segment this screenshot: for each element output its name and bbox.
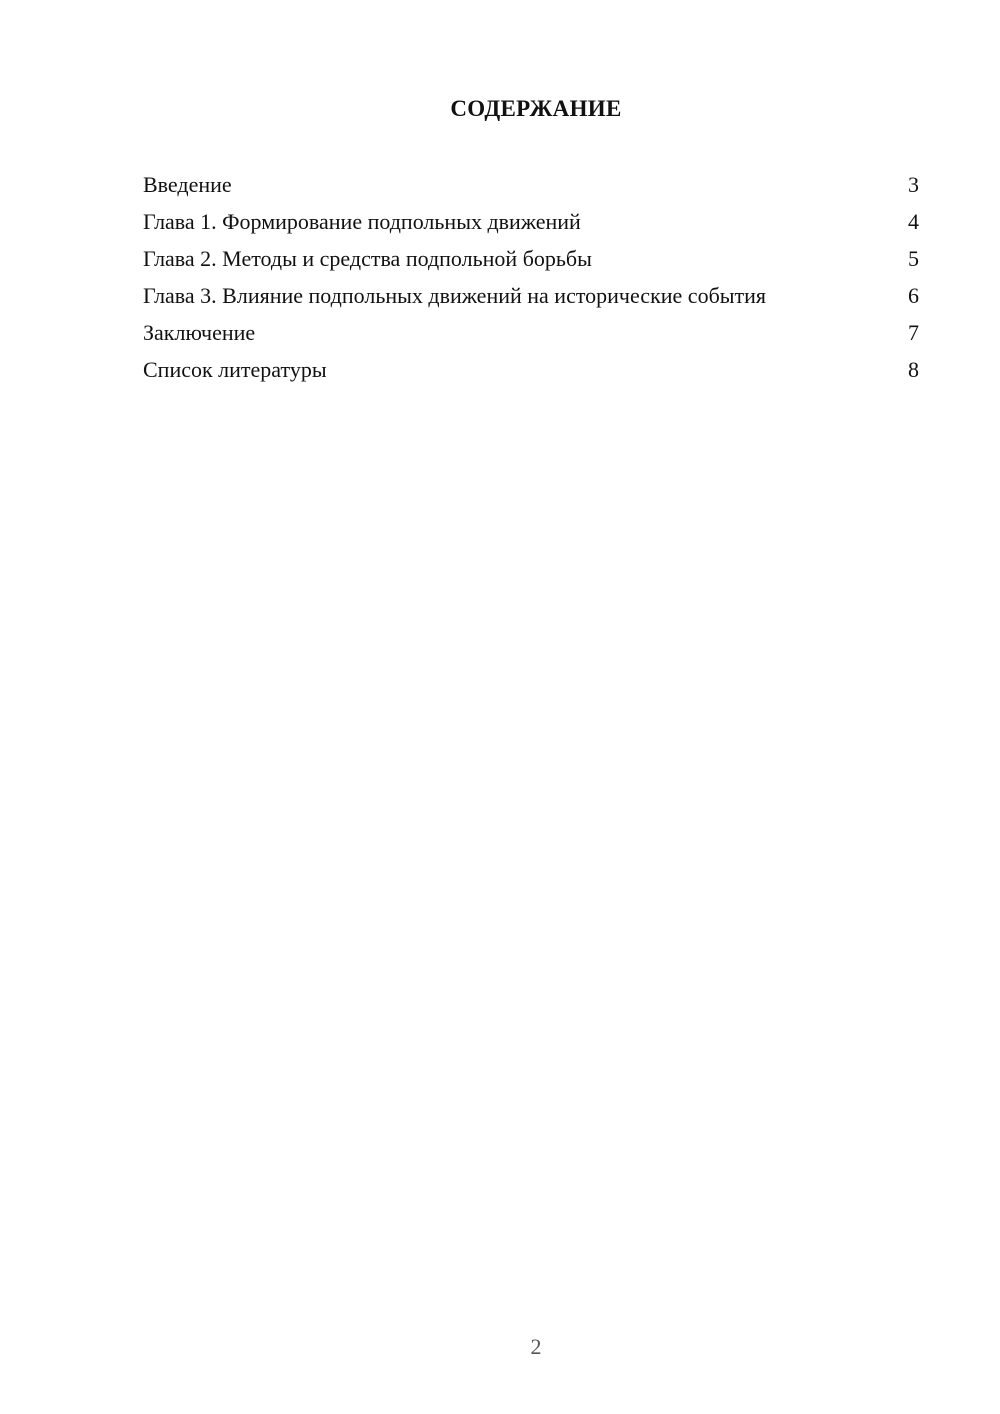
toc-entry-introduction: [143, 172, 919, 198]
toc-entry-page: 3: [908, 172, 919, 197]
toc-entry-text: Список литературы: [143, 357, 327, 382]
toc-entry-page: 4: [908, 209, 919, 234]
toc-entry-chapter-1: [143, 209, 919, 235]
toc-entry-page: 6: [908, 283, 919, 308]
page-title: СОДЕРЖАНИЕ: [450, 96, 622, 121]
toc-entry-page: 7: [908, 320, 919, 345]
toc-entry-text: Глава 1. Формирование подпольных движений: [143, 209, 581, 234]
toc-entry-text: Глава 2. Методы и средства подпольной борьбы: [143, 246, 592, 271]
page-number: 2: [530, 1334, 542, 1359]
toc-entry-text: Заключение: [143, 320, 256, 345]
toc-entry-references: [143, 357, 919, 383]
toc-entry-text: Глава 3. Влияние подпольных движений на исторические события: [143, 283, 767, 308]
toc-entry-page: 8: [908, 357, 919, 382]
table-of-contents: [143, 172, 919, 394]
toc-entry-page: 5: [908, 246, 919, 271]
toc-entry-text: Введение: [143, 172, 232, 197]
toc-entry-chapter-3: [143, 283, 919, 309]
toc-entry-conclusion: [143, 320, 919, 346]
toc-entry-chapter-2: [143, 246, 919, 272]
